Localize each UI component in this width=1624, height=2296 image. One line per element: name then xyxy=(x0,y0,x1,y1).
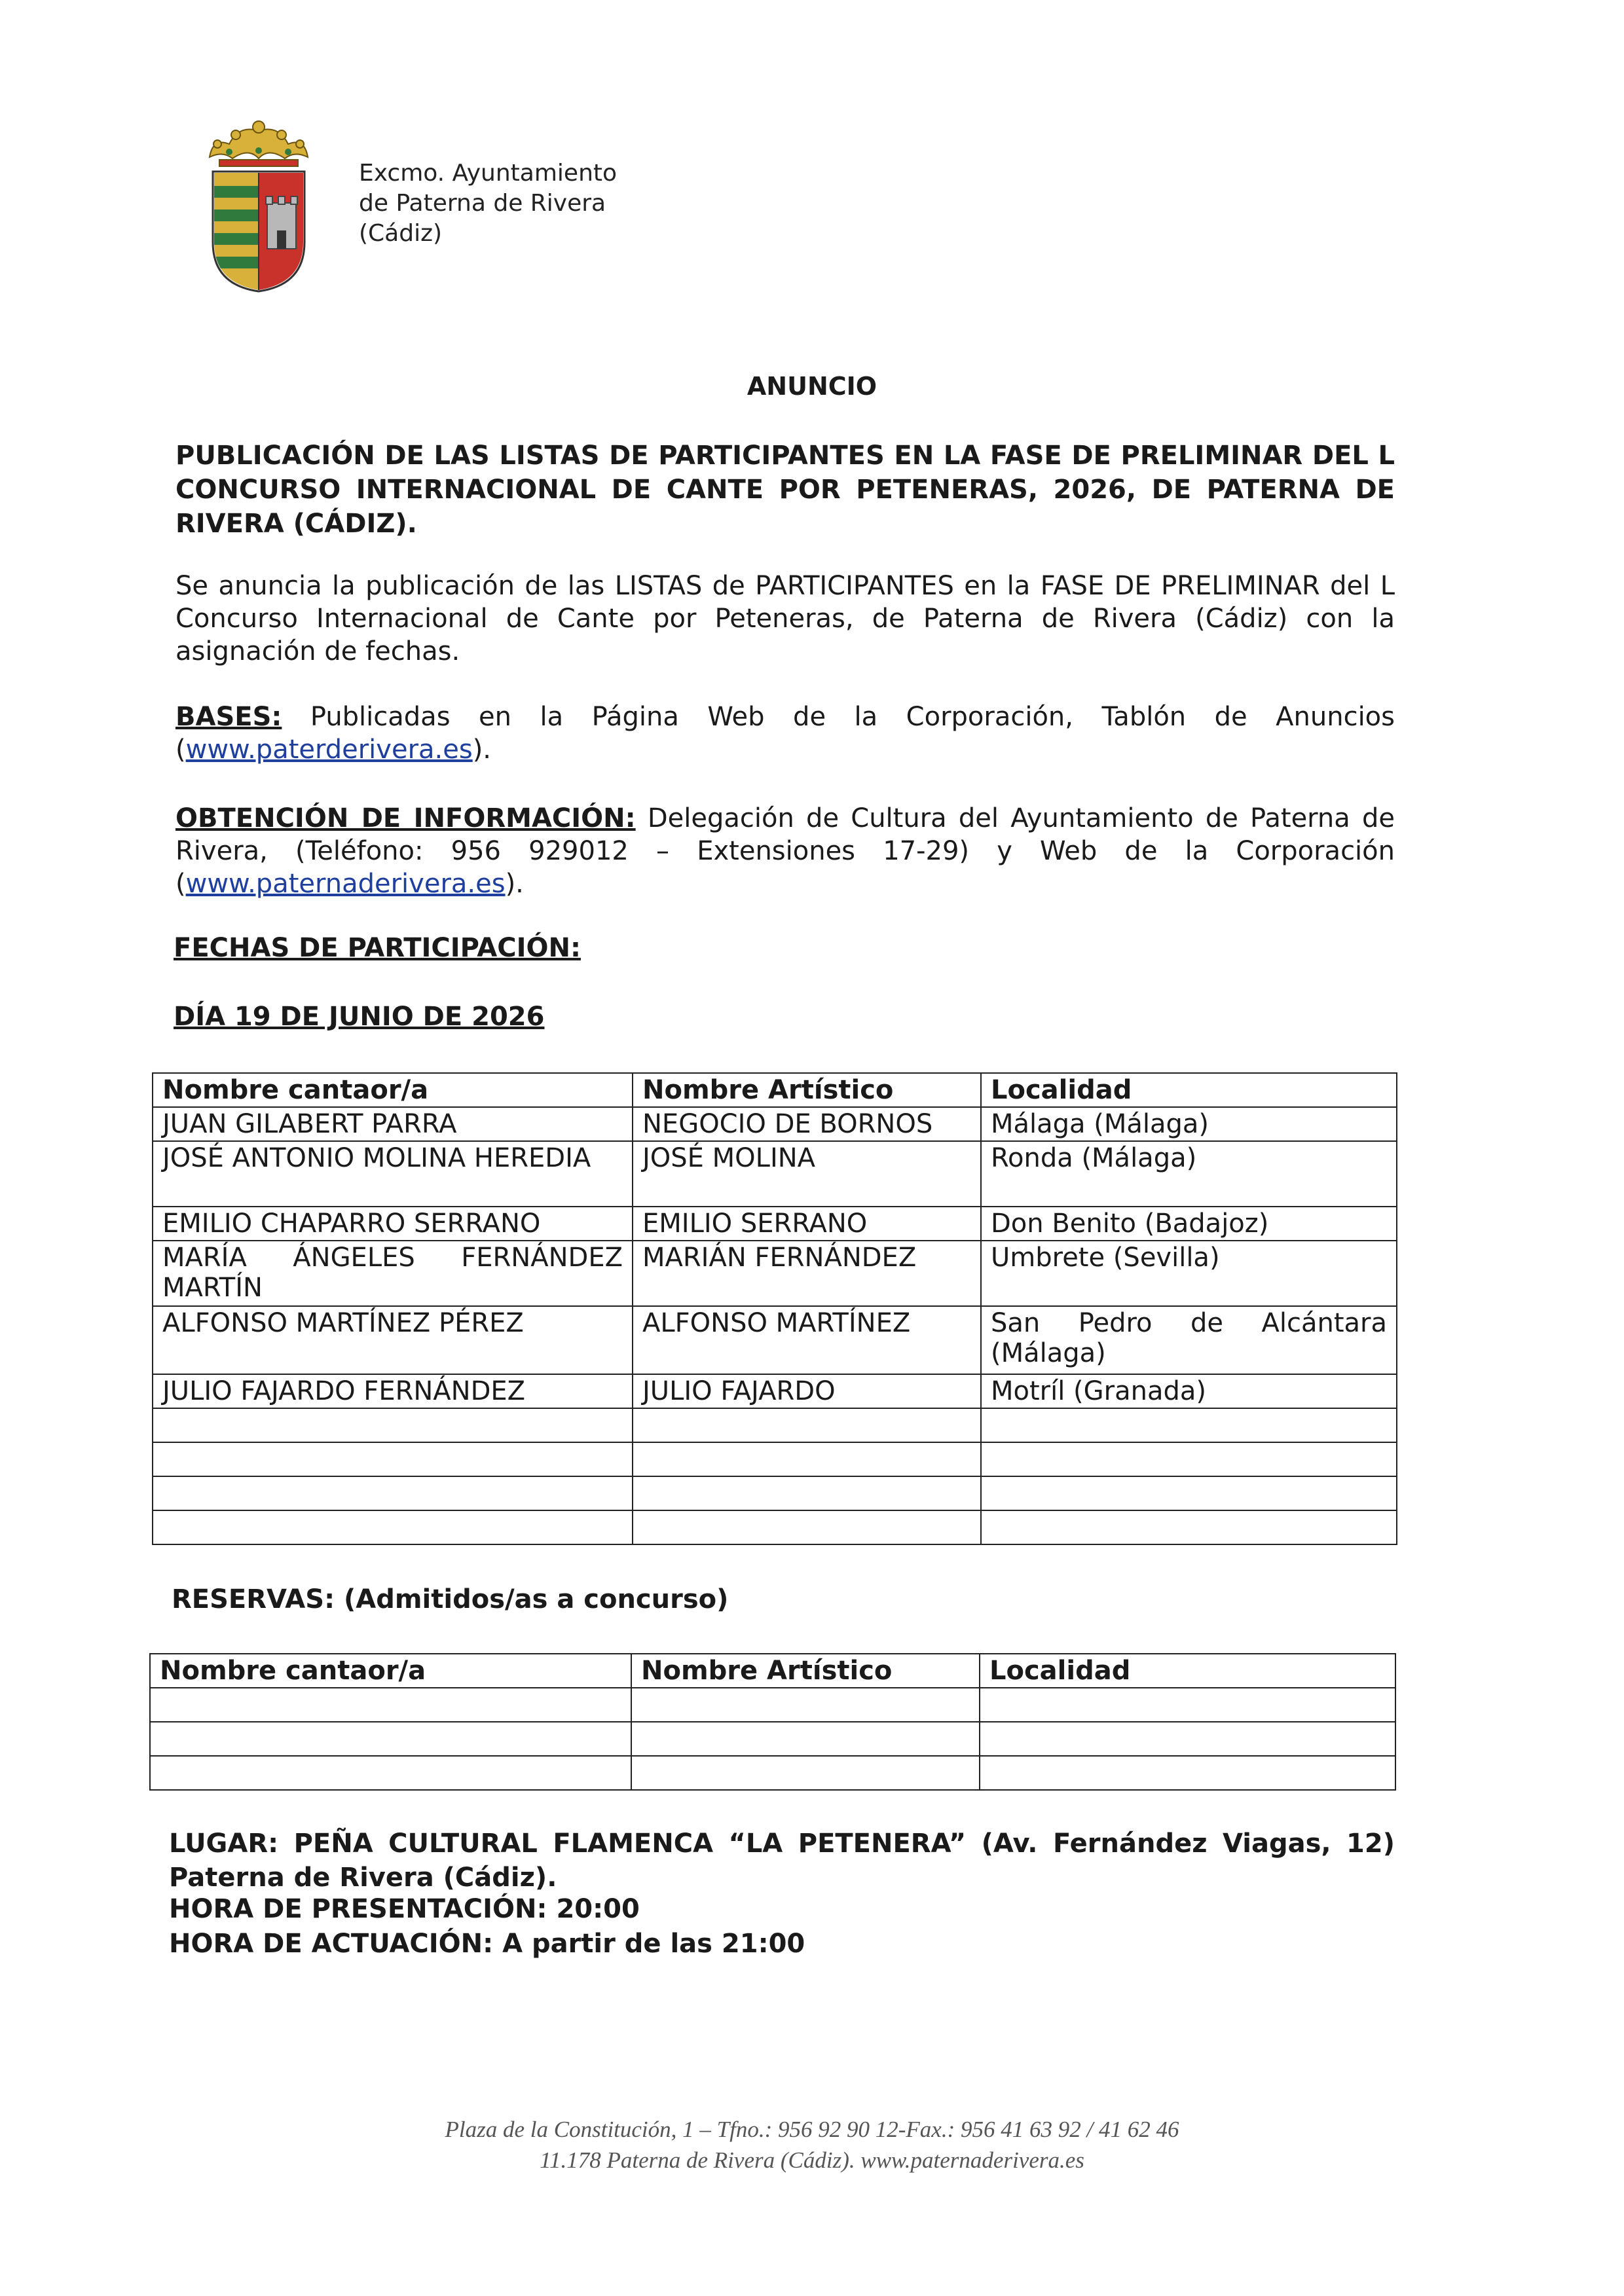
empty-cell xyxy=(150,1688,631,1722)
day-heading: DÍA 19 DE JUNIO DE 2026 xyxy=(174,1002,545,1032)
table-row xyxy=(153,1241,1397,1306)
table-row xyxy=(150,1722,1395,1756)
empty-cell xyxy=(981,1442,1397,1476)
participants-table xyxy=(152,1072,1397,1545)
empty-cell xyxy=(633,1442,981,1476)
artistic-name-cell: ALFONSO MARTÍNEZ xyxy=(633,1306,981,1374)
locality-cell: Málaga (Málaga) xyxy=(981,1107,1397,1141)
table-row xyxy=(153,1442,1397,1476)
locality-cell: Motríl (Granada) xyxy=(981,1374,1397,1408)
coat-of-arms-icon xyxy=(203,118,314,295)
empty-cell xyxy=(631,1688,980,1722)
table-header-row xyxy=(150,1654,1395,1688)
table-row xyxy=(153,1374,1397,1408)
empty-cell xyxy=(633,1510,981,1544)
bases-link[interactable]: www.paterderivera.es xyxy=(185,735,473,765)
info-link[interactable]: www.paternaderivera.es xyxy=(185,869,506,899)
bases-tail: ). xyxy=(472,735,492,765)
info-paragraph xyxy=(175,802,1395,900)
info-tail: ). xyxy=(505,869,524,899)
empty-cell xyxy=(631,1756,980,1790)
empty-cell xyxy=(153,1510,633,1544)
singer-cell: JOSÉ ANTONIO MOLINA HEREDIA xyxy=(153,1141,633,1207)
bases-label: BASES: xyxy=(175,702,282,732)
empty-cell xyxy=(153,1476,633,1510)
table-row xyxy=(153,1107,1397,1141)
table-header-row xyxy=(153,1073,1397,1107)
empty-cell xyxy=(980,1722,1395,1756)
empty-cell xyxy=(981,1408,1397,1442)
singer-cell: JUAN GILABERT PARRA xyxy=(153,1107,633,1141)
singer-cell: EMILIO CHAPARRO SERRANO xyxy=(153,1207,633,1241)
org-line-1: Excmo. Ayuntamiento xyxy=(359,160,618,187)
table-row xyxy=(153,1476,1397,1510)
fechas-heading: FECHAS DE PARTICIPACIÓN: xyxy=(174,933,581,963)
header-cell: Nombre cantaor/a xyxy=(150,1654,631,1688)
header-cell: Localidad xyxy=(980,1654,1395,1688)
announcement-headline: PUBLICACIÓN DE LAS LISTAS DE PARTICIPANTES EN LA FASE DE PRELIMINAR DEL L CONCURSO INTERNACIONAL DE CANTE POR PETENERAS, 2026, DE PATERNA DE RIVERA (CÁDIZ). xyxy=(175,441,1395,539)
header-cell: Nombre Artístico xyxy=(633,1073,981,1107)
bases-text: Publicadas en la Página Web de la Corporación, Tablón de Anuncios ( xyxy=(175,702,1395,765)
venue-text: LUGAR: PEÑA CULTURAL FLAMENCA “LA PETENERA” (Av. Fernández Viagas, 12) Paterna de Rivera (Cádiz). xyxy=(169,1829,1395,1893)
header-cell: Nombre Artístico xyxy=(631,1654,980,1688)
singer-cell: JULIO FAJARDO FERNÁNDEZ xyxy=(153,1374,633,1408)
table-row xyxy=(153,1207,1397,1241)
empty-cell xyxy=(980,1756,1395,1790)
artistic-name-cell: MARIÁN FERNÁNDEZ xyxy=(633,1241,981,1306)
empty-cell xyxy=(633,1476,981,1510)
table-row xyxy=(153,1510,1397,1544)
info-label: OBTENCIÓN DE INFORMACIÓN: xyxy=(175,803,636,833)
empty-cell xyxy=(631,1722,980,1756)
footer-web: 11.178 Paterna de Rivera (Cádiz). www.paternaderivera.es xyxy=(540,2147,1084,2173)
reservas-table xyxy=(149,1653,1396,1791)
header-cell: Localidad xyxy=(981,1073,1397,1107)
artistic-name-cell: JOSÉ MOLINA xyxy=(633,1141,981,1207)
locality-cell: Umbrete (Sevilla) xyxy=(981,1241,1397,1306)
artistic-name-cell: NEGOCIO DE BORNOS xyxy=(633,1107,981,1141)
header-cell: Nombre cantaor/a xyxy=(153,1073,633,1107)
org-line-3: (Cádiz) xyxy=(359,220,443,247)
locality-cell: San Pedro de Alcántara (Málaga) xyxy=(981,1306,1397,1374)
empty-cell xyxy=(633,1408,981,1442)
footer-address: Plaza de la Constitución, 1 – Tfno.: 956 92 90 12-Fax.: 956 41 63 92 / 41 62 46 xyxy=(445,2117,1179,2142)
table-row xyxy=(153,1141,1397,1207)
table-row xyxy=(150,1688,1395,1722)
presentation-time: HORA DE PRESENTACIÓN: 20:00 xyxy=(169,1894,640,1924)
locality-cell: Don Benito (Badajoz) xyxy=(981,1207,1397,1241)
table-row xyxy=(153,1306,1397,1374)
artistic-name-cell: JULIO FAJARDO xyxy=(633,1374,981,1408)
empty-cell xyxy=(981,1510,1397,1544)
singer-cell: ALFONSO MARTÍNEZ PÉREZ xyxy=(153,1306,633,1374)
locality-cell: Ronda (Málaga) xyxy=(981,1141,1397,1207)
bases-paragraph xyxy=(175,701,1395,766)
empty-cell xyxy=(980,1688,1395,1722)
empty-cell xyxy=(981,1476,1397,1510)
empty-cell xyxy=(153,1408,633,1442)
intro-paragraph: Se anuncia la publicación de las LISTAS de PARTICIPANTES en la FASE DE PRELIMINAR del L Concurso Internacional de Cante por Peteneras, de Paterna de Rivera (Cádiz) con la asignación de fechas. xyxy=(175,571,1395,666)
org-line-2: de Paterna de Rivera xyxy=(359,190,606,217)
reservas-heading: RESERVAS: (Admitidos/as a concurso) xyxy=(172,1584,729,1614)
page-title: ANUNCIO xyxy=(747,372,877,401)
info-text: Delegación de Cultura del Ayuntamiento de Paterna de Rivera, (Teléfono: 956 929012 – Extensiones 17-29) y Web de la Corporación ( xyxy=(175,803,1395,899)
empty-cell xyxy=(150,1756,631,1790)
empty-cell xyxy=(153,1442,633,1476)
artistic-name-cell: EMILIO SERRANO xyxy=(633,1207,981,1241)
singer-cell: MARÍA ÁNGELES FERNÁNDEZ MARTÍN xyxy=(153,1241,633,1306)
performance-time: HORA DE ACTUACIÓN: A partir de las 21:00 xyxy=(169,1929,805,1959)
table-row xyxy=(150,1756,1395,1790)
empty-cell xyxy=(150,1722,631,1756)
table-row xyxy=(153,1408,1397,1442)
